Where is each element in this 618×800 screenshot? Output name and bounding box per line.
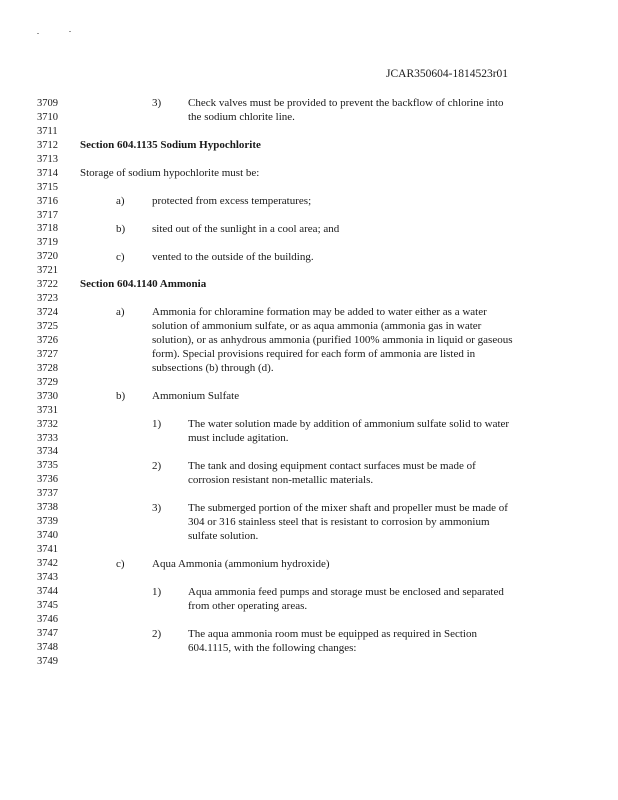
line-number: 3717 (37, 209, 58, 221)
item-text-line: sulfate solution. (188, 530, 259, 542)
item-marker: 2) (152, 628, 162, 640)
line-number: 3728 (37, 362, 58, 374)
line-number: 3730 (37, 390, 58, 402)
item-marker: c) (116, 251, 125, 263)
item-marker: a) (116, 195, 125, 207)
scan-speck (69, 31, 71, 32)
line-number: 3745 (37, 599, 58, 611)
line-number: 3736 (37, 474, 58, 486)
item-text-line: 304 or 316 stainless steel that is resistant to corrosion by ammonium (188, 516, 490, 528)
line-number: 3732 (37, 418, 58, 430)
line-number: 3748 (37, 641, 58, 653)
line-number: 3747 (37, 627, 58, 639)
item-text-line: The aqua ammonia room must be equipped as required in Section (188, 628, 477, 640)
item-marker: b) (116, 223, 126, 235)
line-number: 3714 (37, 167, 58, 179)
line-number: 3722 (37, 279, 58, 291)
item-text-line: subsections (b) through (d). (152, 362, 274, 374)
item-marker: 3) (152, 502, 162, 514)
line-number: 3712 (37, 139, 58, 151)
document-id: JCAR350604-1814523r01 (386, 68, 509, 80)
item-text: Ammonium Sulfate (152, 390, 240, 402)
line-number: 3723 (37, 293, 58, 305)
line-number: 3742 (37, 557, 58, 569)
line-number: 3738 (37, 502, 58, 514)
item-text-line: The water solution made by addition of ammonium sulfate solid to water (188, 418, 510, 430)
item-text: sited out of the sunlight in a cool area; and (152, 223, 340, 235)
line-number: 3715 (37, 181, 58, 193)
line-number: 3713 (37, 153, 58, 165)
item-text-line: corrosion resistant non-metallic materials. (188, 474, 374, 486)
item-marker: 1) (152, 418, 162, 430)
line-number: 3716 (37, 195, 58, 207)
item-text-line: form). Special provisions required for each form of ammonia are listed in (152, 348, 476, 360)
line-number: 3749 (37, 655, 58, 667)
line-number: 3739 (37, 516, 58, 528)
section-heading: Section 604.1140 Ammonia (80, 278, 207, 290)
line-number: 3737 (37, 488, 58, 500)
line-number: 3735 (37, 460, 58, 472)
item-text-line: Ammonia for chloramine formation may be added to water either as a water (152, 306, 487, 318)
section-heading: Section 604.1135 Sodium Hypochlorite (80, 139, 261, 151)
line-number: 3744 (37, 585, 58, 597)
item-text-line: Check valves must be provided to prevent the backflow of chlorine into (188, 97, 504, 109)
line-number: 3710 (37, 111, 58, 123)
item-marker: c) (116, 558, 125, 570)
item-text-line: the sodium chlorite line. (188, 111, 295, 123)
line-number: 3724 (37, 307, 58, 319)
line-number: 3734 (37, 446, 58, 458)
item-text-line: must include agitation. (188, 432, 289, 444)
item-text-line: solution of ammonium sulfate, or as aqua ammonia (ammonia gas in water (152, 320, 482, 332)
line-number: 3746 (37, 613, 58, 625)
item-text: Aqua Ammonia (ammonium hydroxide) (152, 558, 330, 570)
line-number: 3719 (37, 237, 58, 249)
line-number: 3720 (37, 251, 58, 263)
item-marker: 3) (152, 97, 162, 109)
line-number-column (37, 97, 67, 668)
item-marker: a) (116, 306, 125, 318)
item-text-line: from other operating areas. (188, 600, 308, 612)
item-text: vented to the outside of the building. (152, 251, 314, 263)
scan-speck (37, 33, 39, 34)
item-text-line: The submerged portion of the mixer shaft and propeller must be made of (188, 502, 508, 514)
item-text: protected from excess temperatures; (152, 195, 312, 207)
line-number: 3727 (37, 348, 58, 360)
item-marker: b) (116, 390, 126, 402)
item-text-line: The tank and dosing equipment contact surfaces must be made of (188, 460, 476, 472)
line-number: 3729 (37, 376, 58, 388)
item-marker: 1) (152, 586, 162, 598)
line-number: 3725 (37, 321, 58, 332)
line-number: 3743 (37, 571, 58, 583)
item-text-line: solution), or as anhydrous ammonia (purified 100% ammonia in liquid or gaseous (152, 334, 513, 346)
item-marker: 2) (152, 460, 162, 472)
item-text-line: 604.1115, with the following changes: (188, 642, 357, 654)
paragraph-text: Storage of sodium hypochlorite must be: (80, 167, 260, 179)
line-number: 3721 (37, 265, 58, 277)
item-text-line: Aqua ammonia feed pumps and storage must be enclosed and separated (188, 586, 504, 598)
line-number: 3726 (37, 334, 58, 346)
line-number: 3731 (37, 404, 58, 416)
line-number: 3718 (37, 223, 58, 235)
line-number: 3733 (37, 432, 58, 444)
line-number: 3741 (37, 544, 58, 555)
line-number: 3709 (37, 98, 58, 109)
line-number: 3711 (37, 125, 58, 137)
line-number: 3740 (37, 530, 58, 542)
